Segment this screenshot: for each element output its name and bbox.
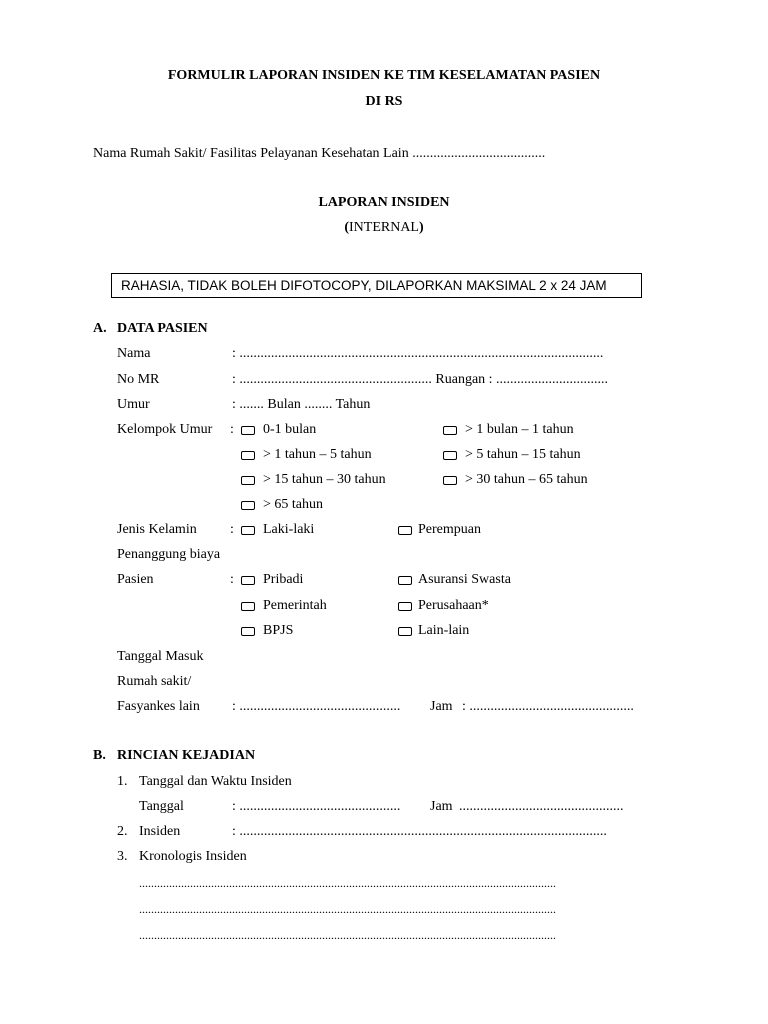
- age-option-15-30-tahun: > 15 tahun – 30 tahun: [263, 472, 386, 487]
- insiden-label: Insiden: [139, 824, 181, 839]
- tanggal-insiden-label: Tanggal: [139, 799, 184, 814]
- checkbox-icon[interactable]: [443, 451, 457, 460]
- age-option-0-1-bulan: 0-1 bulan: [263, 422, 317, 437]
- age-option-30-65-tahun: > 30 tahun – 65 tahun: [465, 472, 588, 487]
- payer-option-asuransi-swasta: Asuransi Swasta: [418, 572, 511, 587]
- checkbox-icon[interactable]: [241, 526, 255, 535]
- confidential-notice-box: [111, 273, 642, 298]
- report-subtitle-text: INTERNAL: [349, 220, 419, 235]
- checkbox-icon[interactable]: [398, 602, 412, 611]
- item-number: 3.: [117, 849, 128, 864]
- penanggung-label: Penanggung biaya: [117, 547, 221, 562]
- jam-insiden-label: Jam: [430, 799, 453, 814]
- facility-label: Nama Rumah Sakit/ Fasilitas Pelayanan Kesehatan Lain: [93, 146, 409, 161]
- age-option-1bulan-1tahun: > 1 bulan – 1 tahun: [465, 422, 574, 437]
- checkbox-icon[interactable]: [241, 602, 255, 611]
- tanggal-masuk-label-2: Rumah sakit/: [117, 674, 192, 689]
- facility-line: [93, 146, 545, 162]
- checkbox-icon[interactable]: [241, 476, 255, 485]
- report-title: LAPORAN INSIDEN: [318, 195, 450, 210]
- section-a-title: DATA PASIEN: [117, 321, 208, 336]
- jam-insiden-field[interactable]: ...............................................: [459, 799, 624, 814]
- item-number: 1.: [117, 774, 128, 789]
- tanggal-masuk-label-3: Fasyankes lain: [117, 699, 200, 714]
- kronologis-line[interactable]: ...........................................................................................................................................: [139, 902, 556, 916]
- age-option-5-15-tahun: > 5 tahun – 15 tahun: [465, 447, 581, 462]
- payer-option-pemerintah: Pemerintah: [263, 598, 327, 613]
- facility-input[interactable]: ......................................: [412, 146, 546, 161]
- paren-close: ): [419, 220, 424, 235]
- kronologis-line[interactable]: ...........................................................................................................................................: [139, 876, 556, 890]
- kronologis-line[interactable]: ...........................................................................................................................................: [139, 928, 556, 942]
- penanggung-label-pasien: Pasien: [117, 572, 154, 587]
- checkbox-icon[interactable]: [398, 576, 412, 585]
- tanggal-insiden-field[interactable]: : ..............................................: [232, 799, 401, 814]
- checkbox-icon[interactable]: [241, 451, 255, 460]
- section-a-letter: A.: [93, 321, 107, 336]
- form-subtitle: DI RS: [365, 94, 403, 109]
- checkbox-icon[interactable]: [241, 501, 255, 510]
- checkbox-icon[interactable]: [241, 426, 255, 435]
- jenis-kelamin-label: Jenis Kelamin: [117, 522, 197, 537]
- section-b-letter: B.: [93, 748, 106, 763]
- umur-field[interactable]: : ....... Bulan ........ Tahun: [232, 397, 371, 412]
- payer-option-pribadi: Pribadi: [263, 572, 304, 587]
- checkbox-icon[interactable]: [443, 426, 457, 435]
- penanggung-colon: :: [230, 572, 234, 587]
- no-mr-label: No MR: [117, 372, 160, 387]
- checkbox-icon[interactable]: [443, 476, 457, 485]
- checkbox-icon[interactable]: [241, 576, 255, 585]
- age-option-65-tahun: > 65 tahun: [263, 497, 323, 512]
- form-title: FORMULIR LAPORAN INSIDEN KE TIM KESELAMATAN PASIEN: [167, 68, 601, 83]
- tanggal-waktu-insiden-label: Tanggal dan Waktu Insiden: [139, 774, 292, 789]
- kelompok-umur-colon: :: [230, 422, 234, 437]
- item-number: 2.: [117, 824, 128, 839]
- no-mr-field[interactable]: : ....................................................... Ruangan : ................................: [232, 372, 609, 387]
- age-option-1-5-tahun: > 1 tahun – 5 tahun: [263, 447, 372, 462]
- confidential-notice: RAHASIA, TIDAK BOLEH DIFOTOCOPY, DILAPORKAN MAKSIMAL 2 x 24 JAM: [121, 278, 607, 293]
- nama-label: Nama: [117, 346, 151, 361]
- nama-field[interactable]: : ........................................................................................................: [232, 346, 604, 361]
- payer-option-lain-lain: Lain-lain: [418, 623, 470, 638]
- section-b-title: RINCIAN KEJADIAN: [117, 748, 256, 763]
- checkbox-icon[interactable]: [398, 627, 412, 636]
- checkbox-icon[interactable]: [398, 526, 412, 535]
- tanggal-masuk-label: Tanggal Masuk: [117, 649, 204, 664]
- jam-masuk-label: Jam: [430, 699, 453, 714]
- gender-option-perempuan: Perempuan: [418, 522, 481, 537]
- gender-option-laki-laki: Laki-laki: [263, 522, 315, 537]
- kronologis-label: Kronologis Insiden: [139, 849, 247, 864]
- paren-open: (: [344, 220, 349, 235]
- kelompok-umur-label: Kelompok Umur: [117, 422, 213, 437]
- payer-option-perusahaan: Perusahaan*: [418, 598, 489, 613]
- jenis-kelamin-colon: :: [230, 522, 234, 537]
- insiden-field[interactable]: : .........................................................................................................: [232, 824, 607, 839]
- checkbox-icon[interactable]: [241, 627, 255, 636]
- jam-masuk-field[interactable]: : ...............................................: [462, 699, 634, 714]
- tanggal-masuk-field[interactable]: : ..............................................: [232, 699, 401, 714]
- report-subtitle: [0, 220, 768, 236]
- payer-option-bpjs: BPJS: [263, 623, 294, 638]
- umur-label: Umur: [117, 397, 150, 412]
